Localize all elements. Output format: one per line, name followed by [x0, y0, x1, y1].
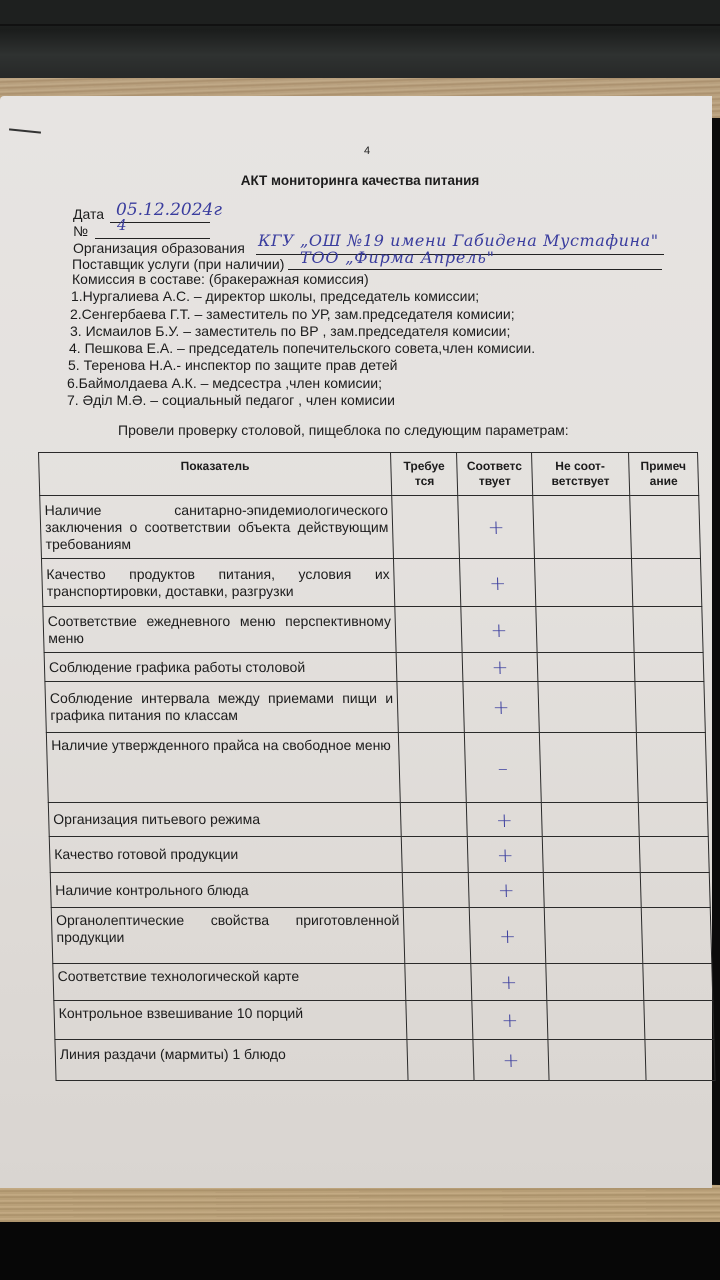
required-cell — [401, 837, 468, 873]
indicator-cell: Наличие утвержденного прайса на свободное меню — [46, 733, 400, 803]
not-complies-cell — [537, 653, 635, 682]
number-underline — [95, 238, 210, 239]
note-cell — [644, 1001, 714, 1040]
commission-member: 1.Нургалиева А.С. – директор школы, председатель комиссии; — [71, 288, 480, 305]
not-complies-cell — [548, 1040, 646, 1081]
keyboard-keys — [0, 0, 720, 26]
required-cell — [394, 559, 461, 607]
indicator-cell: Соблюдение графика работы столовой — [44, 653, 397, 682]
not-complies-cell — [535, 607, 633, 653]
note-cell — [645, 1040, 715, 1081]
not-complies-cell — [545, 964, 643, 1001]
supplier-label: Поставщик услуги (при наличии) — [72, 256, 285, 272]
indicator-cell: Контрольное взвешивание 10 порций — [54, 1001, 407, 1040]
required-cell — [402, 873, 469, 908]
required-cell — [403, 908, 471, 964]
not-complies-cell — [534, 559, 632, 607]
table-row — [46, 733, 707, 803]
indicator-cell: Качество готовой продукции — [49, 837, 402, 873]
commission-member: 4. Пешкова Е.А. – председатель попечительского совета,член комисии. — [69, 340, 536, 357]
commission-member: 7. Әділ М.Ә. – социальный педагог , член комисии — [67, 392, 395, 409]
indicator-cell: Органолептические свойства приготовленной продукции — [51, 908, 405, 964]
table-row — [48, 803, 708, 837]
required-cell — [396, 653, 463, 682]
indicator-cell: Организация питьевого режима — [48, 803, 401, 837]
header-note: Примеч ание — [628, 453, 698, 496]
table-row — [41, 559, 701, 607]
header-required: Требуе тся — [391, 453, 458, 496]
not-complies-cell — [532, 496, 631, 559]
dark-background-bottom — [0, 1222, 720, 1280]
complies-cell: + — [473, 1040, 549, 1081]
complies-cell: + — [472, 1001, 547, 1040]
complies-cell: + — [458, 496, 534, 559]
required-cell — [397, 682, 465, 733]
complies-cell: + — [467, 803, 542, 837]
note-cell — [631, 559, 702, 607]
complies-cell: + — [461, 607, 537, 653]
complies-cell: + — [470, 908, 546, 964]
table-row — [54, 1001, 714, 1040]
complies-cell: + — [462, 653, 537, 682]
note-cell — [633, 607, 704, 653]
note-cell — [629, 496, 700, 559]
number-value: 4 — [117, 216, 127, 234]
note-cell — [639, 837, 709, 873]
page-number: 4 — [364, 145, 371, 157]
table-row — [53, 964, 713, 1001]
table-row — [45, 682, 705, 733]
required-cell — [401, 803, 468, 837]
inspection-table — [38, 452, 716, 1081]
table-row — [40, 496, 701, 559]
note-cell — [643, 964, 713, 1001]
indicator-cell: Качество продуктов питания, условия их транспортировки, доставки, разгрузки — [41, 559, 395, 607]
number-label: № — [73, 223, 89, 239]
date-value: 05.12.2024г — [116, 200, 222, 220]
complies-cell: + — [468, 837, 543, 873]
not-complies-cell — [541, 803, 639, 837]
complies-cell: + — [463, 682, 539, 733]
note-cell — [636, 733, 707, 803]
required-cell — [406, 1001, 473, 1040]
table-row — [51, 908, 712, 964]
required-cell — [395, 607, 462, 653]
header-complies: Соответс твует — [457, 453, 533, 496]
indicator-cell: Наличие контрольного блюда — [50, 873, 403, 908]
indicator-cell: Соответствие ежедневного меню перспективному меню — [43, 607, 397, 653]
commission-section — [67, 271, 536, 409]
inspection-intro: Провели проверку столовой, пищеблока по следующим параметрам: — [118, 422, 569, 438]
table-row — [55, 1040, 715, 1081]
note-cell — [641, 908, 712, 964]
table-row — [43, 607, 703, 653]
table-header-row — [39, 453, 699, 496]
table-row — [44, 653, 704, 682]
not-complies-cell — [542, 837, 640, 873]
commission-member: 2.Сенгербаева Г.Т. – заместитель по УР, зам.председателя комисии; — [70, 305, 515, 322]
indicator-cell: Линия раздачи (мармиты) 1 блюдо — [55, 1040, 408, 1081]
header-not-complies: Не соот- ветствует — [531, 453, 629, 496]
complies-cell: + — [471, 964, 546, 1001]
supplier-value: ТОО „Фирма Апрель" — [300, 248, 495, 267]
not-complies-cell — [538, 682, 637, 733]
not-complies-cell — [546, 1001, 644, 1040]
complies-cell: – — [465, 733, 541, 803]
not-complies-cell — [543, 873, 641, 908]
complies-cell: + — [460, 559, 536, 607]
not-complies-cell — [544, 908, 643, 964]
note-cell — [640, 873, 710, 908]
note-cell — [635, 682, 706, 733]
table-row — [50, 873, 710, 908]
complies-cell: + — [469, 873, 544, 908]
not-complies-cell — [539, 733, 638, 803]
commission-member: 3. Исмаилов Б.У. – заместитель по ВР , зам.председателя комисии; — [70, 322, 511, 339]
indicator-cell: Соответствие технологической карте — [53, 964, 406, 1001]
document-title: АКТ мониторинга качества питания — [240, 173, 480, 188]
commission-member: 5. Теренова Н.А.- инспектор по защите прав детей — [68, 357, 398, 374]
header-indicator: Показатель — [39, 453, 392, 496]
supplier-underline — [288, 269, 662, 270]
organization-label: Организация образования — [73, 240, 245, 256]
required-cell — [399, 733, 467, 803]
note-cell — [638, 803, 708, 837]
table-row — [49, 837, 709, 873]
required-cell — [405, 964, 472, 1001]
commission-heading: Комиссия в составе: (бракеражная комиссия) — [72, 271, 369, 287]
note-cell — [634, 653, 704, 682]
required-cell — [392, 496, 460, 559]
indicator-cell: Соблюдение интервала между приемами пищи и графика питания по классам — [45, 682, 399, 733]
indicator-cell: Наличие санитарно-эпидемиологического заключения о соответствии объекта действующим требованиям — [40, 496, 394, 559]
required-cell — [407, 1040, 474, 1081]
commission-member: 6.Баймолдаева А.К. – медсестра ,член комисии; — [67, 374, 383, 391]
date-label: Дата — [73, 206, 105, 222]
organization-value: КГУ „ОШ №19 имени Габидена Мустафина" — [258, 231, 659, 250]
